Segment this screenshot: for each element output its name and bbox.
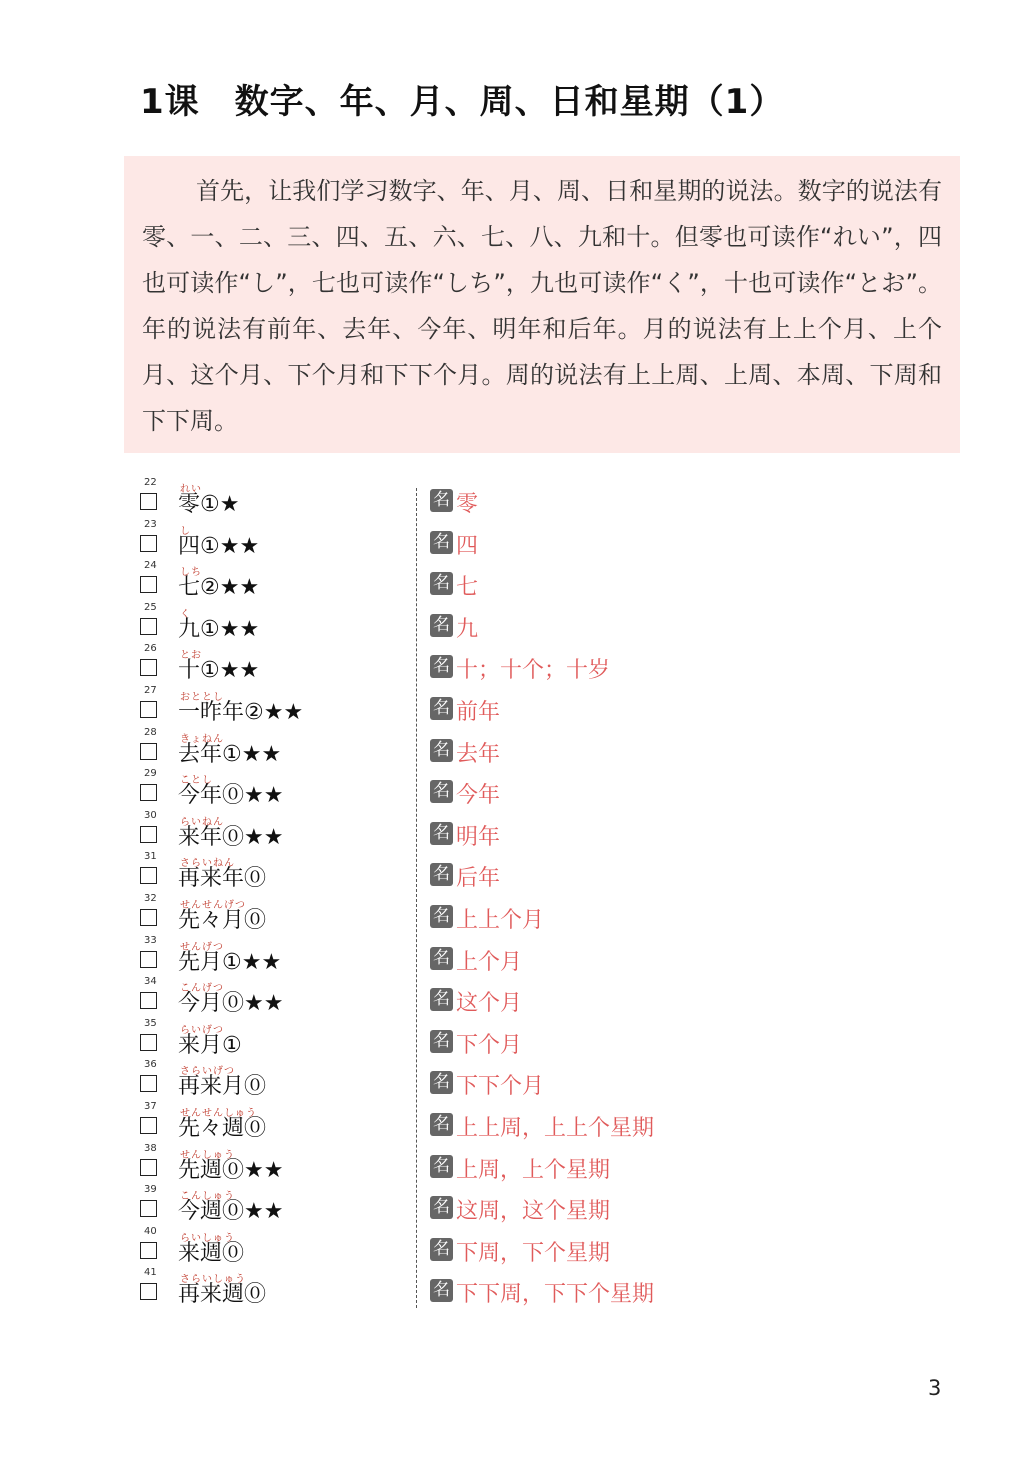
vocab-meaning: 这个月 <box>456 991 523 1017</box>
vocab-number: 37 <box>144 1101 157 1112</box>
vocab-meaning: 下下周，下下个星期 <box>456 1282 655 1308</box>
vocab-word: 今年⓪★★ <box>178 783 284 809</box>
pos-badge: 名 <box>430 863 453 886</box>
vocab-checkbox[interactable] <box>140 909 157 926</box>
vocab-reading: し <box>180 525 191 537</box>
vocab-word: 先々週⓪ <box>178 1116 267 1141</box>
pos-badge: 名 <box>430 572 453 595</box>
vocab-meaning: 九 <box>456 616 479 642</box>
vocab-word: 四①★★ <box>178 533 260 559</box>
vocab-row <box>0 1267 1024 1315</box>
vocab-checkbox[interactable] <box>140 1200 157 1217</box>
pos-badge: 名 <box>430 614 453 637</box>
vocab-reading: せんせんしゅう <box>180 1108 257 1119</box>
vocab-checkbox[interactable] <box>140 867 157 884</box>
vocab-meaning: 四 <box>456 533 479 559</box>
vocab-reading: さらいげつ <box>180 1066 235 1078</box>
vocab-reading: せんしゅう <box>180 1149 235 1161</box>
vocab-reading: おととし <box>180 692 224 703</box>
vocab-checkbox[interactable] <box>140 1159 157 1176</box>
vocab-word: 先々月⓪ <box>178 908 267 933</box>
pos-badge: 名 <box>430 905 453 928</box>
vocab-meaning: 上周，上个星期 <box>456 1157 611 1183</box>
vocab-number: 28 <box>144 726 157 738</box>
vocab-checkbox[interactable] <box>140 701 157 718</box>
vocab-meaning: 十；十个；十岁 <box>456 658 611 684</box>
pos-badge: 名 <box>430 531 453 554</box>
pos-badge: 名 <box>430 1030 453 1053</box>
vocab-reading: こんしゅう <box>180 1191 235 1203</box>
pos-badge: 名 <box>430 739 453 762</box>
vocab-number: 29 <box>144 768 157 780</box>
vocab-checkbox[interactable] <box>140 1242 157 1259</box>
vocab-reading: せんせんげつ <box>180 900 246 911</box>
vocab-number: 36 <box>144 1059 157 1071</box>
vocab-meaning: 上个月 <box>456 949 523 975</box>
vocab-reading: せんげつ <box>180 941 224 953</box>
vocab-reading: こんげつ <box>180 983 224 995</box>
vocab-word: 今週⓪★★ <box>178 1199 284 1225</box>
pos-badge: 名 <box>430 780 453 803</box>
pos-badge: 名 <box>430 655 453 678</box>
vocab-word: 一昨年②★★ <box>178 700 304 725</box>
vocab-checkbox[interactable] <box>140 618 157 635</box>
vocab-number: 25 <box>144 601 157 613</box>
pos-badge: 名 <box>430 1238 453 1261</box>
vocab-reading: らいねん <box>180 816 224 828</box>
pos-badge: 名 <box>430 1155 453 1178</box>
intro-text: 首先，让我们学习数字、年、月、周、日和星期的说法。数字的说法有零、一、二、三、四、五、六、七、八、九和十。但零也可读作“れい”，四也可读作“し”，七也可读作“しち”，九也可读作“く”，十也可读作“とお”。年的说法有前年、去年、今年、明年和后年。月的说法有上上个月、上个月、这个月、下个月和下下个月。周的说法有上上周、上周、本周、下周和下下周。 <box>142 177 942 435</box>
vocab-word: 来月① <box>178 1032 242 1058</box>
vocab-word: 再来月⓪ <box>178 1074 267 1100</box>
vocab-reading: く <box>180 608 191 620</box>
vocab-word: 来年⓪★★ <box>178 824 284 850</box>
vocab-number: 24 <box>144 560 157 572</box>
vocab-number: 31 <box>144 851 157 863</box>
vocab-word: 七②★★ <box>178 575 260 601</box>
vocab-reading: ことし <box>180 775 213 787</box>
vocab-number: 32 <box>144 893 157 904</box>
vocab-meaning: 上上周，上上个星期 <box>456 1116 655 1141</box>
vocab-checkbox[interactable] <box>140 743 157 760</box>
pos-badge: 名 <box>430 947 453 970</box>
vocab-number: 30 <box>144 809 157 821</box>
vocab-meaning: 下周，下个星期 <box>456 1240 611 1266</box>
vocab-number: 27 <box>144 685 157 696</box>
vocab-reading: れい <box>180 484 202 495</box>
vocab-meaning: 七 <box>456 575 479 601</box>
vocab-number: 26 <box>144 643 157 655</box>
pos-badge: 名 <box>430 489 453 512</box>
pos-badge: 名 <box>430 697 453 720</box>
vocab-meaning: 明年 <box>456 824 501 850</box>
vocab-checkbox[interactable] <box>140 951 157 968</box>
vocab-meaning: 今年 <box>456 783 501 809</box>
vocab-number: 34 <box>144 976 157 988</box>
vocab-number: 22 <box>144 477 157 488</box>
vocab-checkbox[interactable] <box>140 826 157 843</box>
vocab-reading: らいしゅう <box>180 1232 235 1244</box>
vocab-checkbox[interactable] <box>140 784 157 801</box>
vocab-word: 先月①★★ <box>178 949 282 975</box>
vocab-word: 再来年⓪ <box>178 866 267 892</box>
vocab-word: 十①★★ <box>178 658 260 684</box>
vocab-number: 41 <box>144 1267 157 1279</box>
vocab-word: 先週⓪★★ <box>178 1157 284 1183</box>
vocab-meaning: 零 <box>456 492 479 517</box>
vocab-word: 今月⓪★★ <box>178 991 284 1017</box>
vocab-number: 23 <box>144 518 157 530</box>
vocab-word: 去年①★★ <box>178 741 282 767</box>
vocab-checkbox[interactable] <box>140 992 157 1009</box>
vocab-checkbox[interactable] <box>140 1117 157 1134</box>
vocab-word: 九①★★ <box>178 616 260 642</box>
vocab-word: 零①★ <box>178 492 240 517</box>
vocab-meaning: 下下个月 <box>456 1074 545 1100</box>
vocab-number: 39 <box>144 1184 157 1196</box>
pos-badge: 名 <box>430 1113 453 1136</box>
pos-badge: 名 <box>430 988 453 1011</box>
vocab-number: 40 <box>144 1225 157 1237</box>
lesson-title: 1课 数字、年、月、周、日和星期（1） <box>140 82 785 122</box>
vocab-reading: しち <box>180 567 202 579</box>
pos-badge: 名 <box>430 822 453 845</box>
intro-box <box>124 156 960 453</box>
vocab-word: 来週⓪ <box>178 1240 245 1266</box>
pos-badge: 名 <box>430 1071 453 1094</box>
vocab-checkbox[interactable] <box>140 659 157 676</box>
vocab-meaning: 去年 <box>456 741 501 767</box>
vocab-meaning: 上上个月 <box>456 908 545 933</box>
vocab-meaning: 这周，这个星期 <box>456 1199 611 1225</box>
vocab-checkbox[interactable] <box>140 535 157 552</box>
vocab-number: 33 <box>144 934 157 946</box>
vocab-checkbox[interactable] <box>140 1075 157 1092</box>
vocab-reading: さらいねん <box>180 858 235 870</box>
vocab-reading: きょねん <box>180 733 224 745</box>
vocab-meaning: 后年 <box>456 866 501 892</box>
vocab-word: 再来週⓪ <box>178 1282 267 1308</box>
vocab-checkbox[interactable] <box>140 493 157 510</box>
pos-badge: 名 <box>430 1196 453 1219</box>
vocab-meaning: 前年 <box>456 700 501 725</box>
vocab-meaning: 下个月 <box>456 1032 523 1058</box>
vocab-checkbox[interactable] <box>140 1034 157 1051</box>
vocab-reading: さらいしゅう <box>180 1274 246 1286</box>
vocab-number: 38 <box>144 1142 157 1154</box>
pos-badge: 名 <box>430 1279 453 1302</box>
page-number: 3 <box>928 1376 942 1400</box>
vocab-reading: とお <box>180 650 202 662</box>
vocab-reading: らいげつ <box>180 1024 224 1036</box>
vocab-checkbox[interactable] <box>140 1283 157 1300</box>
vocab-number: 35 <box>144 1017 157 1029</box>
vocab-checkbox[interactable] <box>140 576 157 593</box>
